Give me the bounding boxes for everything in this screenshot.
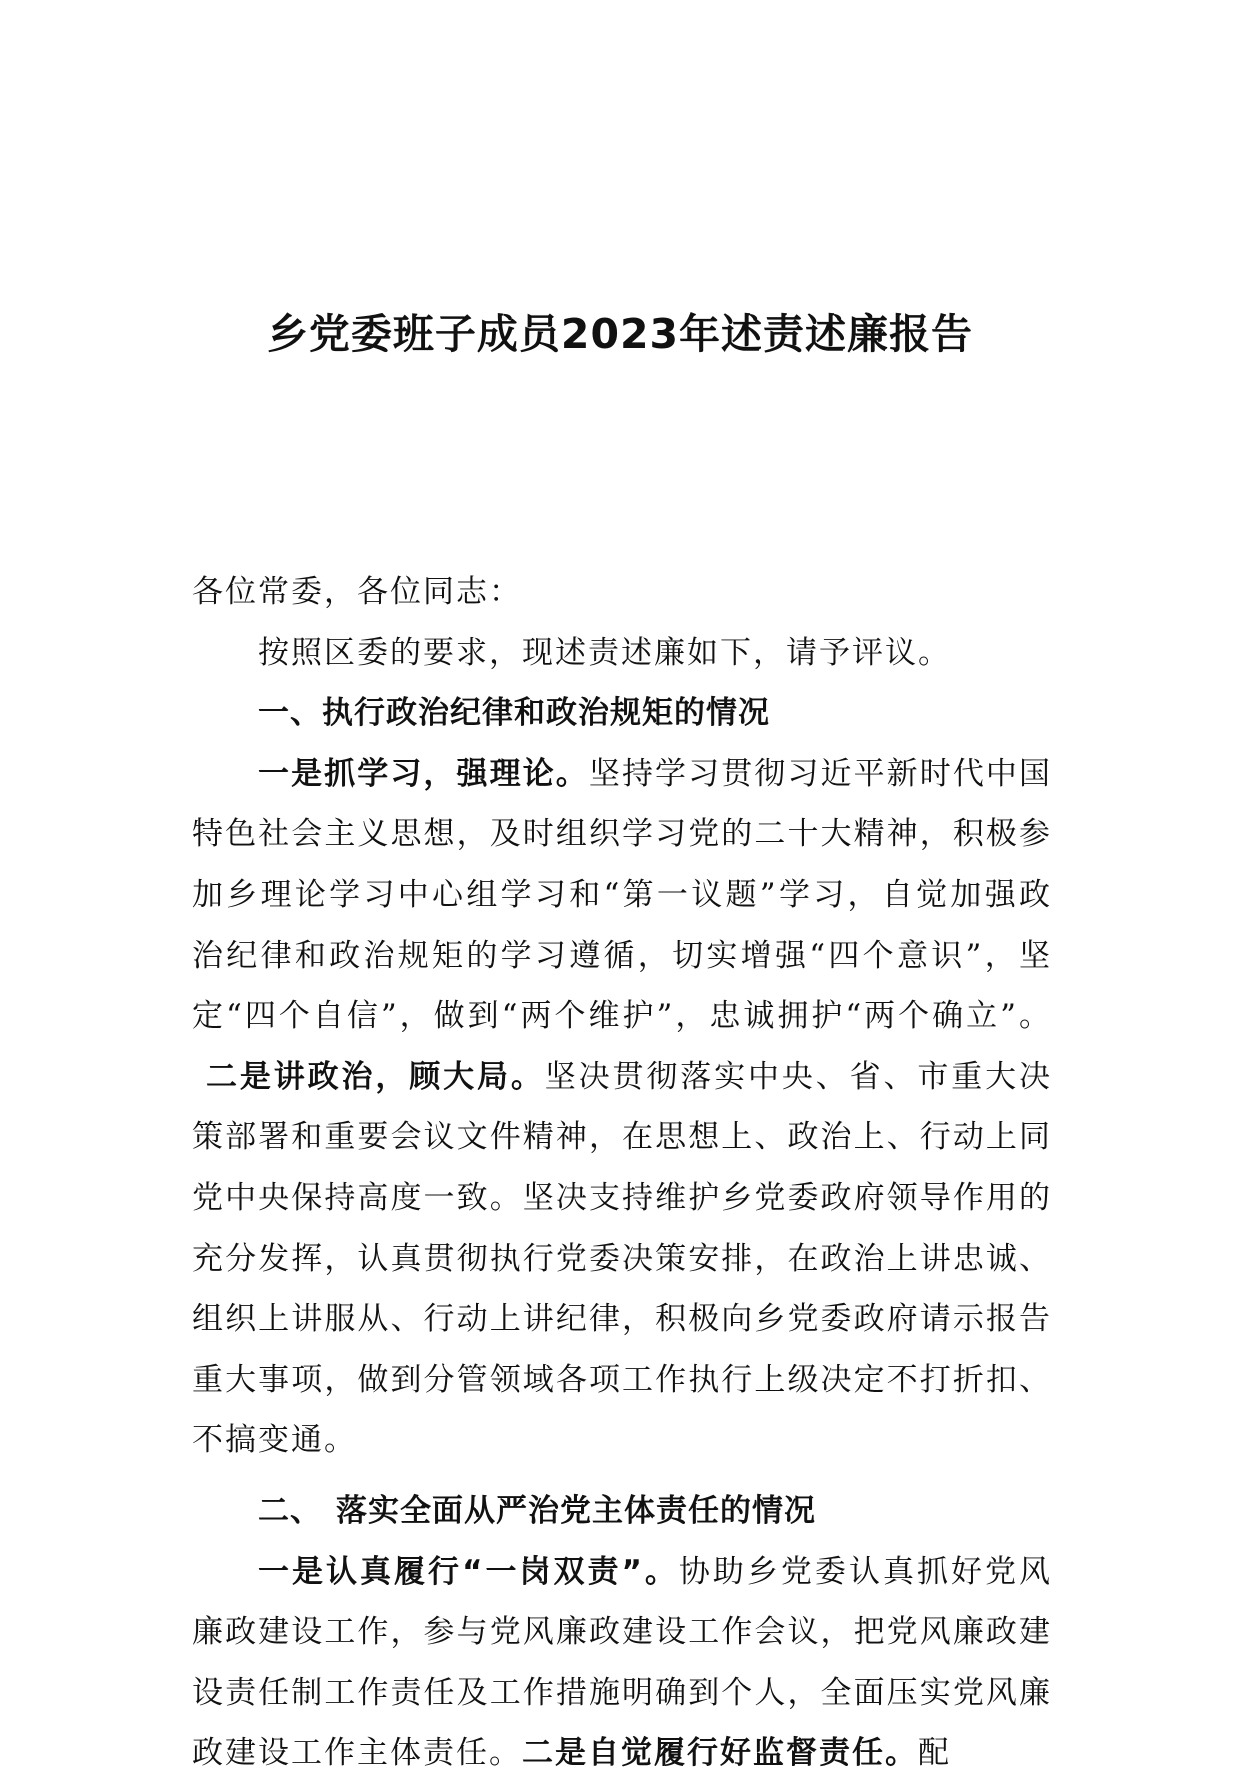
intro-paragraph: 按照区委的要求，现述责述廉如下，请予评议。 <box>258 634 951 671</box>
section2-paragraph <box>192 1542 1052 1784</box>
document-body <box>192 562 1052 1784</box>
section1-point1-text: 坚持学习贯彻习近平新时代中国特色社会主义思想，及时组织学习党的二十大精神，积极参加乡理论学习中心组学习和“第一议题”学习，自觉加强政治纪律和政治规矩的学习遵循，切实增强“四个意识”，坚定“四个自信”，做到“两个维护”，忠诚拥护“两个确立”。 <box>192 755 1053 1035</box>
section2-point2-lead: 二是自觉履行好监督责任。 <box>522 1735 918 1772</box>
section-heading-1: 一、执行政治纪律和政治规矩的情况 <box>258 695 770 732</box>
section-heading-2 <box>192 1481 1052 1542</box>
salutation: 各位常委，各位同志： <box>192 574 522 610</box>
section2-point1-lead: 一是认真履行“一岗双责”。 <box>258 1553 679 1590</box>
section1-point1-lead: 一是抓学习，强理论。 <box>258 755 589 792</box>
section2-heading-number: 二、 <box>258 1492 322 1529</box>
section1-paragraph <box>192 744 1052 1471</box>
section2-point1-text: 协助乡党委认真抓好党风廉政建设工作，参与党风廉政建设工作会议，把党风廉政建设责任制工作责任及工作措施明确到个人，全面压实党风廉政建设工作主体责任。 <box>192 1553 1052 1772</box>
section2-point2-text: 配 <box>918 1735 951 1772</box>
section2-heading-text: 落实全面从严治党主体责任的情况 <box>336 1492 816 1529</box>
section1-point2-lead: 二是讲政治，顾大局。 <box>206 1058 545 1095</box>
section1-point2-text: 坚决贯彻落实中央、省、市重大决策部署和重要会议文件精神，在思想上、政治上、行动上同党中央保持高度一致。坚决支持维护乡党委政府领导作用的充分发挥，认真贯彻执行党委决策安排，在政治上讲忠诚、组织上讲服从、行动上讲纪律，积极向乡党委政府请示报告重大事项，做到分管领域各项工作执行上级决定不打折扣、不搞变通。 <box>192 1058 1052 1459</box>
document-title: 乡党委班子成员2023年述责述廉报告 <box>266 310 974 358</box>
